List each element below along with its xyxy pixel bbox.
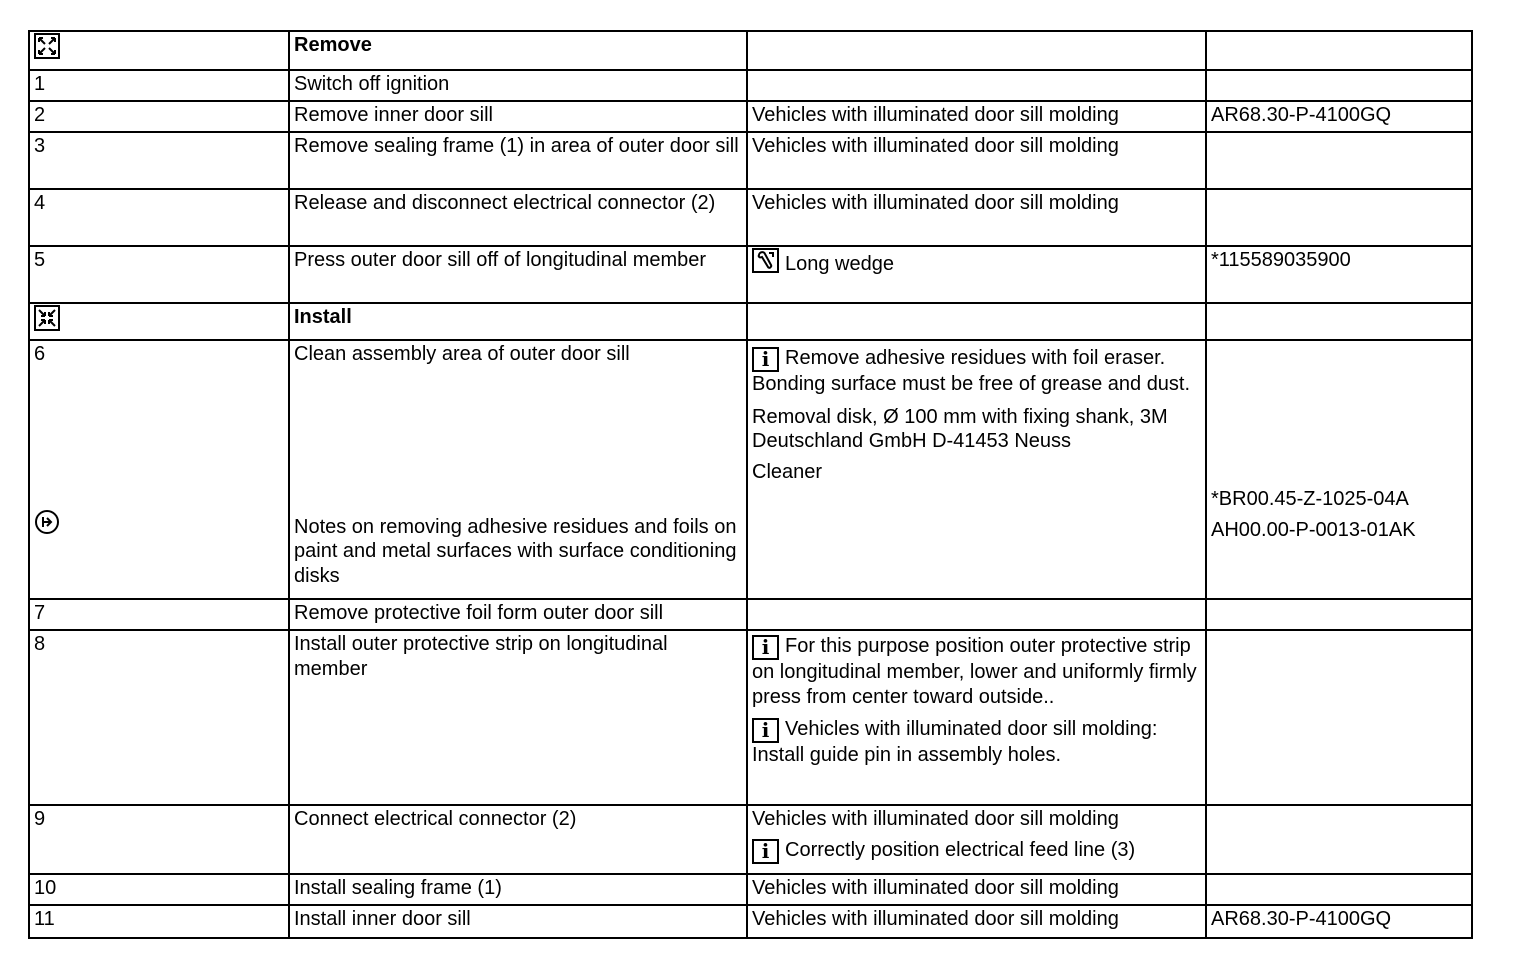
reference-link[interactable]: AR68.30-P-4100GQ: [1206, 905, 1472, 938]
step-description: Clean assembly area of outer door sill: [294, 343, 630, 365]
procedure-table: [28, 30, 1473, 939]
step-cell: [29, 340, 289, 599]
reference-cell: [1206, 599, 1472, 630]
note-cell: [747, 340, 1206, 599]
step-number: 5: [29, 246, 289, 303]
table-row: [29, 599, 1472, 630]
table-row: [29, 303, 1472, 340]
reference-cell: [1206, 70, 1472, 101]
step-note: Vehicles with illuminated door sill molding: [747, 189, 1206, 246]
step-note: Vehicles with illuminated door sill molding: [747, 874, 1206, 905]
step-note-reference: Notes on removing adhesive residues and foils on paint and metal surfaces with surface conditioning disks: [294, 515, 737, 587]
step-number: 4: [29, 189, 289, 246]
note-cell: [747, 599, 1206, 630]
table-row: [29, 101, 1472, 132]
reference-cell: [1206, 31, 1472, 70]
step-description: Switch off ignition: [289, 70, 747, 101]
reference-cell: [1206, 805, 1472, 874]
step-description: Install sealing frame (1): [289, 874, 747, 905]
step-number: 6: [34, 343, 46, 365]
special-tool-icon: [752, 248, 779, 273]
step-cell: [29, 303, 289, 340]
step-number: 11: [29, 905, 289, 938]
remove-arrows-icon: [34, 33, 60, 59]
table-row: [29, 132, 1472, 189]
info-note: Vehicles with illuminated door sill molding: Install guide pin in assembly holes.: [752, 718, 1158, 766]
material-note: Removal disk, Ø 100 mm with fixing shank, 3M Deutschland GmbH D-41453 Neuss: [752, 405, 1168, 452]
part-number[interactable]: *BR00.45-Z-1025-04A: [1211, 488, 1409, 510]
reference-cell: [1206, 874, 1472, 905]
section-heading-install: Install: [289, 303, 747, 340]
reference-cell: [1206, 189, 1472, 246]
step-note: Vehicles with illuminated door sill molding: [752, 808, 1119, 830]
info-note: For this purpose position outer protective strip on longitudinal member, lower and uniformly firmly press from center toward outside..: [752, 635, 1197, 708]
note-cell: [747, 31, 1206, 70]
step-description: Remove protective foil form outer door sill: [289, 599, 747, 630]
note-cell: [747, 630, 1206, 805]
table-row: [29, 340, 1472, 599]
info-note: Correctly position electrical feed line (3): [785, 838, 1136, 861]
step-number: 2: [29, 101, 289, 132]
reference-cell: [1206, 132, 1472, 189]
table-row: [29, 246, 1472, 303]
reference-cell: [1206, 340, 1472, 599]
step-number: 1: [29, 70, 289, 101]
step-description: Press outer door sill off of longitudinal member: [289, 246, 747, 303]
info-icon: i: [752, 635, 779, 660]
step-description: Install inner door sill: [289, 905, 747, 938]
table-row: [29, 70, 1472, 101]
install-arrows-icon: [34, 305, 60, 331]
step-note: Vehicles with illuminated door sill molding: [747, 132, 1206, 189]
step-note: [747, 246, 1206, 303]
table-row: [29, 189, 1472, 246]
note-cell: [747, 805, 1206, 874]
step-cell: [289, 340, 747, 599]
info-note: Remove adhesive residues with foil eraser. Bonding surface must be free of grease and dust.: [752, 347, 1191, 395]
reference-cell: [1206, 303, 1472, 340]
tool-number[interactable]: *115589035900: [1206, 246, 1472, 303]
step-cell: [29, 31, 289, 70]
step-description: Release and disconnect electrical connector (2): [289, 189, 747, 246]
step-number: 7: [29, 599, 289, 630]
step-description: Remove sealing frame (1) in area of outer door sill: [289, 132, 747, 189]
tool-name: Long wedge: [785, 253, 894, 275]
step-number: 10: [29, 874, 289, 905]
table-row: [29, 630, 1472, 805]
step-description: Install outer protective strip on longitudinal member: [289, 630, 747, 805]
table-row: [29, 905, 1472, 938]
section-heading-remove: Remove: [289, 31, 747, 70]
step-note: Vehicles with illuminated door sill molding: [747, 905, 1206, 938]
step-description: Connect electrical connector (2): [289, 805, 747, 874]
step-number: 8: [29, 630, 289, 805]
reference-link[interactable]: AR68.30-P-4100GQ: [1206, 101, 1472, 132]
note-cell: [747, 303, 1206, 340]
info-icon: i: [752, 347, 779, 372]
table-row: [29, 805, 1472, 874]
table-row: [29, 31, 1472, 70]
step-number: 9: [29, 805, 289, 874]
step-note: Vehicles with illuminated door sill molding: [747, 101, 1206, 132]
step-description: Remove inner door sill: [289, 101, 747, 132]
reference-document-icon[interactable]: [34, 509, 60, 535]
step-number: 3: [29, 132, 289, 189]
info-icon: i: [752, 839, 779, 864]
reference-link[interactable]: AH00.00-P-0013-01AK: [1211, 518, 1416, 541]
material-cleaner: Cleaner: [752, 460, 823, 483]
note-cell: [747, 70, 1206, 101]
info-icon: i: [752, 718, 779, 743]
reference-cell: [1206, 630, 1472, 805]
table-row: [29, 874, 1472, 905]
